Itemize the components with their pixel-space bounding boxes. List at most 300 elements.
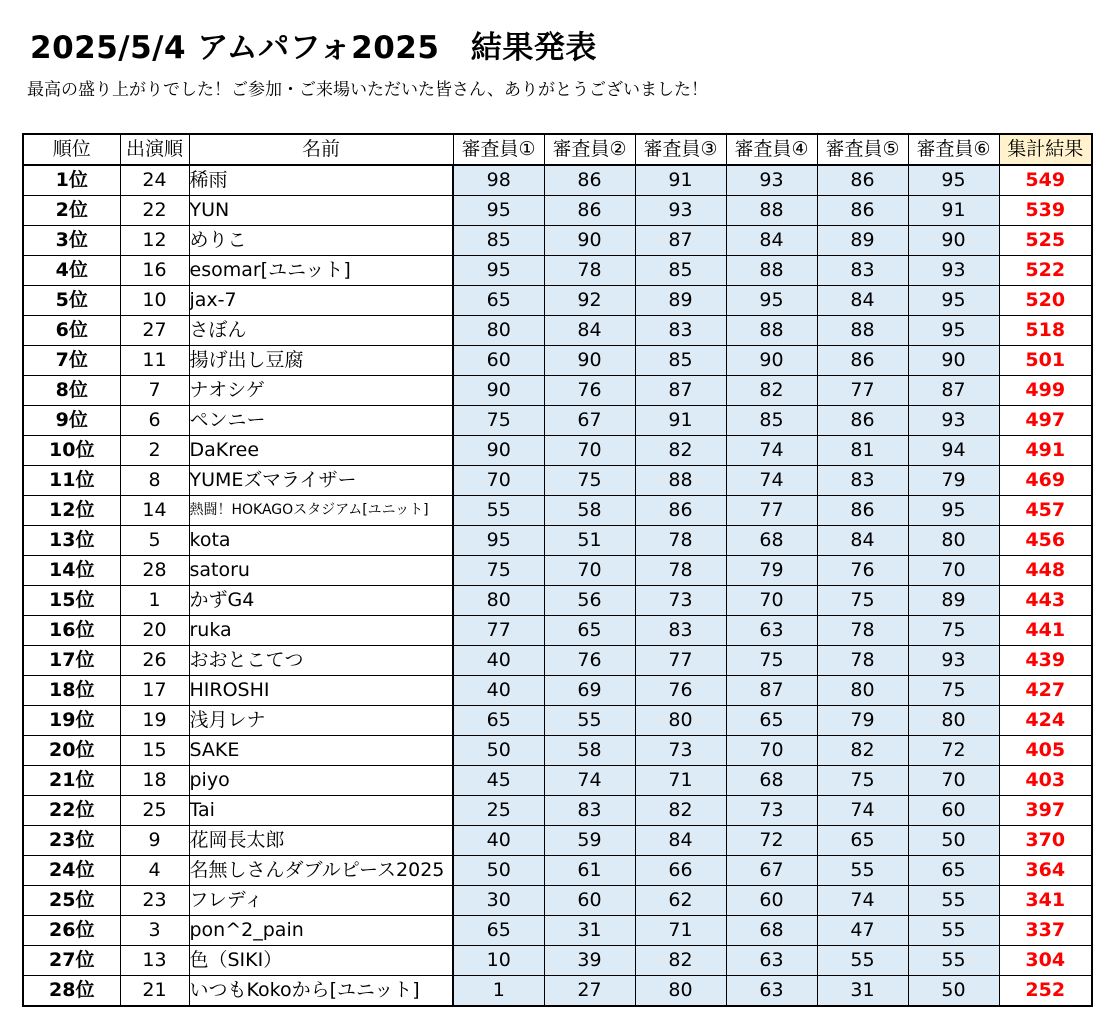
judge-5-score-cell: 75 — [817, 586, 908, 616]
judge-5-score-cell: 65 — [817, 826, 908, 856]
rank-cell: 15位 — [23, 586, 120, 616]
judge-3-score-cell: 77 — [635, 646, 726, 676]
total-score-cell: 525 — [999, 226, 1092, 256]
judge-4-score-cell: 67 — [726, 856, 817, 886]
rank-cell: 4位 — [23, 256, 120, 286]
judge-1-score-cell: 75 — [453, 406, 544, 436]
judge-1-score-cell: 90 — [453, 376, 544, 406]
table-row — [23, 976, 1092, 1007]
table-row — [23, 165, 1092, 196]
table-row — [23, 646, 1092, 676]
table-row — [23, 316, 1092, 346]
judge-5-score-cell: 47 — [817, 916, 908, 946]
order-cell: 2 — [120, 436, 189, 466]
rank-cell: 8位 — [23, 376, 120, 406]
column-header-judge-2: 審査員② — [544, 134, 635, 165]
order-cell: 9 — [120, 826, 189, 856]
judge-4-score-cell: 84 — [726, 226, 817, 256]
total-score-cell: 337 — [999, 916, 1092, 946]
judge-6-score-cell: 87 — [908, 376, 999, 406]
judge-3-score-cell: 89 — [635, 286, 726, 316]
table-row — [23, 466, 1092, 496]
total-score-cell: 469 — [999, 466, 1092, 496]
judge-4-score-cell: 88 — [726, 316, 817, 346]
name-cell: piyo — [189, 766, 453, 796]
total-score-cell: 520 — [999, 286, 1092, 316]
total-score-cell: 497 — [999, 406, 1092, 436]
rank-cell: 22位 — [23, 796, 120, 826]
rank-cell: 19位 — [23, 706, 120, 736]
judge-4-score-cell: 79 — [726, 556, 817, 586]
judge-1-score-cell: 40 — [453, 676, 544, 706]
judge-5-score-cell: 86 — [817, 406, 908, 436]
judge-6-score-cell: 50 — [908, 976, 999, 1007]
judge-5-score-cell: 74 — [817, 796, 908, 826]
total-score-cell: 403 — [999, 766, 1092, 796]
judge-4-score-cell: 88 — [726, 256, 817, 286]
total-score-cell: 522 — [999, 256, 1092, 286]
judge-1-score-cell: 77 — [453, 616, 544, 646]
table-row — [23, 676, 1092, 706]
name-cell: 熱闘！HOKAGOスタジアム[ユニット] — [189, 496, 453, 526]
judge-1-score-cell: 85 — [453, 226, 544, 256]
total-score-cell: 252 — [999, 976, 1092, 1007]
judge-3-score-cell: 87 — [635, 226, 726, 256]
column-header-rank: 順位 — [23, 134, 120, 165]
total-score-cell: 405 — [999, 736, 1092, 766]
judge-3-score-cell: 80 — [635, 706, 726, 736]
name-cell: ナオシゲ — [189, 376, 453, 406]
rank-cell: 9位 — [23, 406, 120, 436]
judge-5-score-cell: 55 — [817, 946, 908, 976]
judge-4-score-cell: 68 — [726, 766, 817, 796]
judge-1-score-cell: 98 — [453, 165, 544, 196]
judge-2-score-cell: 76 — [544, 376, 635, 406]
judge-4-score-cell: 72 — [726, 826, 817, 856]
judge-6-score-cell: 60 — [908, 796, 999, 826]
rank-cell: 23位 — [23, 826, 120, 856]
judge-4-score-cell: 68 — [726, 526, 817, 556]
order-cell: 7 — [120, 376, 189, 406]
judge-5-score-cell: 84 — [817, 526, 908, 556]
table-row — [23, 946, 1092, 976]
judge-2-score-cell: 61 — [544, 856, 635, 886]
table-row — [23, 376, 1092, 406]
judge-2-score-cell: 86 — [544, 165, 635, 196]
judge-1-score-cell: 40 — [453, 646, 544, 676]
judge-5-score-cell: 55 — [817, 856, 908, 886]
name-cell: DaKree — [189, 436, 453, 466]
judge-3-score-cell: 78 — [635, 556, 726, 586]
judge-2-score-cell: 55 — [544, 706, 635, 736]
column-header-judge-5: 審査員⑤ — [817, 134, 908, 165]
judge-2-score-cell: 58 — [544, 736, 635, 766]
name-cell: 浅月レナ — [189, 706, 453, 736]
table-row — [23, 346, 1092, 376]
judge-1-score-cell: 65 — [453, 916, 544, 946]
judge-6-score-cell: 70 — [908, 556, 999, 586]
judge-3-score-cell: 82 — [635, 796, 726, 826]
judge-4-score-cell: 74 — [726, 436, 817, 466]
name-cell: さぼん — [189, 316, 453, 346]
total-score-cell: 456 — [999, 526, 1092, 556]
order-cell: 13 — [120, 946, 189, 976]
judge-5-score-cell: 74 — [817, 886, 908, 916]
order-cell: 25 — [120, 796, 189, 826]
judge-4-score-cell: 60 — [726, 886, 817, 916]
judge-3-score-cell: 85 — [635, 256, 726, 286]
table-row — [23, 496, 1092, 526]
judge-4-score-cell: 73 — [726, 796, 817, 826]
judge-2-score-cell: 78 — [544, 256, 635, 286]
order-cell: 24 — [120, 165, 189, 196]
order-cell: 27 — [120, 316, 189, 346]
rank-cell: 25位 — [23, 886, 120, 916]
table-row — [23, 226, 1092, 256]
name-cell: いつもKokoから[ユニット] — [189, 976, 453, 1007]
judge-6-score-cell: 89 — [908, 586, 999, 616]
order-cell: 19 — [120, 706, 189, 736]
judge-1-score-cell: 95 — [453, 196, 544, 226]
table-row — [23, 916, 1092, 946]
judge-5-score-cell: 75 — [817, 766, 908, 796]
judge-3-score-cell: 87 — [635, 376, 726, 406]
column-header-name: 名前 — [189, 134, 453, 165]
judge-3-score-cell: 86 — [635, 496, 726, 526]
order-cell: 15 — [120, 736, 189, 766]
rank-cell: 10位 — [23, 436, 120, 466]
order-cell: 20 — [120, 616, 189, 646]
judge-6-score-cell: 55 — [908, 946, 999, 976]
rank-cell: 24位 — [23, 856, 120, 886]
total-score-cell: 370 — [999, 826, 1092, 856]
judge-4-score-cell: 87 — [726, 676, 817, 706]
table-row — [23, 556, 1092, 586]
rank-cell: 3位 — [23, 226, 120, 256]
judge-6-score-cell: 95 — [908, 496, 999, 526]
judge-1-score-cell: 60 — [453, 346, 544, 376]
judge-5-score-cell: 86 — [817, 346, 908, 376]
judge-3-score-cell: 76 — [635, 676, 726, 706]
order-cell: 6 — [120, 406, 189, 436]
order-cell: 16 — [120, 256, 189, 286]
judge-1-score-cell: 40 — [453, 826, 544, 856]
judge-5-score-cell: 81 — [817, 436, 908, 466]
total-score-cell: 491 — [999, 436, 1092, 466]
total-score-cell: 443 — [999, 586, 1092, 616]
judge-4-score-cell: 65 — [726, 706, 817, 736]
total-score-cell: 397 — [999, 796, 1092, 826]
rank-cell: 21位 — [23, 766, 120, 796]
total-score-cell: 499 — [999, 376, 1092, 406]
rank-cell: 6位 — [23, 316, 120, 346]
results-table — [22, 133, 1093, 1007]
judge-3-score-cell: 71 — [635, 766, 726, 796]
rank-cell: 1位 — [23, 165, 120, 196]
column-header-total: 集計結果 — [999, 134, 1092, 165]
judge-2-score-cell: 59 — [544, 826, 635, 856]
judge-3-score-cell: 73 — [635, 736, 726, 766]
judge-2-score-cell: 90 — [544, 346, 635, 376]
judge-4-score-cell: 90 — [726, 346, 817, 376]
judge-6-score-cell: 93 — [908, 646, 999, 676]
judge-4-score-cell: 63 — [726, 946, 817, 976]
rank-cell: 11位 — [23, 466, 120, 496]
rank-cell: 20位 — [23, 736, 120, 766]
name-cell: かずG4 — [189, 586, 453, 616]
judge-6-score-cell: 91 — [908, 196, 999, 226]
judge-4-score-cell: 74 — [726, 466, 817, 496]
name-cell: satoru — [189, 556, 453, 586]
name-cell: esomar[ユニット] — [189, 256, 453, 286]
judge-1-score-cell: 1 — [453, 976, 544, 1007]
table-row — [23, 436, 1092, 466]
judge-4-score-cell: 95 — [726, 286, 817, 316]
judge-3-score-cell: 82 — [635, 436, 726, 466]
judge-5-score-cell: 84 — [817, 286, 908, 316]
results-table-body — [23, 165, 1092, 1006]
judge-5-score-cell: 83 — [817, 256, 908, 286]
column-header-judge-4: 審査員④ — [726, 134, 817, 165]
table-row — [23, 616, 1092, 646]
judge-1-score-cell: 80 — [453, 316, 544, 346]
judge-1-score-cell: 65 — [453, 706, 544, 736]
judge-3-score-cell: 82 — [635, 946, 726, 976]
name-cell: Tai — [189, 796, 453, 826]
name-cell: YUMEズマライザー — [189, 466, 453, 496]
judge-1-score-cell: 65 — [453, 286, 544, 316]
judge-3-score-cell: 88 — [635, 466, 726, 496]
judge-4-score-cell: 88 — [726, 196, 817, 226]
table-row — [23, 286, 1092, 316]
table-row — [23, 796, 1092, 826]
column-header-judge-1: 審査員① — [453, 134, 544, 165]
judge-3-score-cell: 66 — [635, 856, 726, 886]
judge-2-score-cell: 76 — [544, 646, 635, 676]
order-cell: 4 — [120, 856, 189, 886]
judge-6-score-cell: 80 — [908, 706, 999, 736]
judge-1-score-cell: 30 — [453, 886, 544, 916]
judge-4-score-cell: 77 — [726, 496, 817, 526]
page-title: 2025/5/4 アムパフォ2025 結果発表 — [30, 30, 597, 66]
judge-6-score-cell: 94 — [908, 436, 999, 466]
name-cell: 稀雨 — [189, 165, 453, 196]
name-cell: YUN — [189, 196, 453, 226]
total-score-cell: 304 — [999, 946, 1092, 976]
judge-4-score-cell: 63 — [726, 616, 817, 646]
judge-5-score-cell: 82 — [817, 736, 908, 766]
judge-6-score-cell: 90 — [908, 226, 999, 256]
judge-1-score-cell: 50 — [453, 856, 544, 886]
judge-2-score-cell: 70 — [544, 556, 635, 586]
order-cell: 28 — [120, 556, 189, 586]
total-score-cell: 457 — [999, 496, 1092, 526]
order-cell: 10 — [120, 286, 189, 316]
judge-5-score-cell: 86 — [817, 496, 908, 526]
judge-5-score-cell: 77 — [817, 376, 908, 406]
column-header-judge-3: 審査員③ — [635, 134, 726, 165]
judge-3-score-cell: 85 — [635, 346, 726, 376]
judge-3-score-cell: 62 — [635, 886, 726, 916]
judge-5-score-cell: 89 — [817, 226, 908, 256]
judge-6-score-cell: 90 — [908, 346, 999, 376]
judge-6-score-cell: 95 — [908, 286, 999, 316]
total-score-cell: 427 — [999, 676, 1092, 706]
table-row — [23, 586, 1092, 616]
judge-2-score-cell: 60 — [544, 886, 635, 916]
judge-4-score-cell: 70 — [726, 586, 817, 616]
judge-2-score-cell: 86 — [544, 196, 635, 226]
judge-3-score-cell: 83 — [635, 616, 726, 646]
judge-1-score-cell: 25 — [453, 796, 544, 826]
order-cell: 17 — [120, 676, 189, 706]
name-cell: めりこ — [189, 226, 453, 256]
order-cell: 22 — [120, 196, 189, 226]
judge-4-score-cell: 63 — [726, 976, 817, 1007]
judge-2-score-cell: 56 — [544, 586, 635, 616]
rank-cell: 18位 — [23, 676, 120, 706]
judge-2-score-cell: 75 — [544, 466, 635, 496]
judge-4-score-cell: 70 — [726, 736, 817, 766]
order-cell: 8 — [120, 466, 189, 496]
judge-6-score-cell: 55 — [908, 916, 999, 946]
judge-1-score-cell: 70 — [453, 466, 544, 496]
order-cell: 5 — [120, 526, 189, 556]
table-header-row — [23, 134, 1092, 165]
name-cell: kota — [189, 526, 453, 556]
rank-cell: 5位 — [23, 286, 120, 316]
name-cell: pon^2_pain — [189, 916, 453, 946]
total-score-cell: 549 — [999, 165, 1092, 196]
table-row — [23, 256, 1092, 286]
rank-cell: 13位 — [23, 526, 120, 556]
total-score-cell: 448 — [999, 556, 1092, 586]
rank-cell: 2位 — [23, 196, 120, 226]
table-row — [23, 766, 1092, 796]
judge-6-score-cell: 70 — [908, 766, 999, 796]
name-cell: 揚げ出し豆腐 — [189, 346, 453, 376]
judge-1-score-cell: 80 — [453, 586, 544, 616]
name-cell: SAKE — [189, 736, 453, 766]
judge-6-score-cell: 93 — [908, 406, 999, 436]
total-score-cell: 539 — [999, 196, 1092, 226]
judge-4-score-cell: 68 — [726, 916, 817, 946]
judge-6-score-cell: 75 — [908, 676, 999, 706]
judge-5-score-cell: 86 — [817, 196, 908, 226]
judge-4-score-cell: 85 — [726, 406, 817, 436]
name-cell: ペンニー — [189, 406, 453, 436]
rank-cell: 17位 — [23, 646, 120, 676]
name-cell: 花岡長太郎 — [189, 826, 453, 856]
judge-1-score-cell: 45 — [453, 766, 544, 796]
judge-2-score-cell: 51 — [544, 526, 635, 556]
order-cell: 1 — [120, 586, 189, 616]
order-cell: 18 — [120, 766, 189, 796]
judge-5-score-cell: 86 — [817, 165, 908, 196]
order-cell: 26 — [120, 646, 189, 676]
column-header-order: 出演順 — [120, 134, 189, 165]
judge-1-score-cell: 95 — [453, 256, 544, 286]
judge-5-score-cell: 80 — [817, 676, 908, 706]
table-row — [23, 196, 1092, 226]
order-cell: 14 — [120, 496, 189, 526]
rank-cell: 28位 — [23, 976, 120, 1007]
name-cell: フレディ — [189, 886, 453, 916]
table-row — [23, 886, 1092, 916]
judge-6-score-cell: 95 — [908, 165, 999, 196]
judge-6-score-cell: 55 — [908, 886, 999, 916]
judge-6-score-cell: 93 — [908, 256, 999, 286]
judge-2-score-cell: 58 — [544, 496, 635, 526]
order-cell: 23 — [120, 886, 189, 916]
judge-3-score-cell: 80 — [635, 976, 726, 1007]
judge-3-score-cell: 83 — [635, 316, 726, 346]
name-cell: 名無しさんダブルピース2025 — [189, 856, 453, 886]
judge-5-score-cell: 78 — [817, 646, 908, 676]
rank-cell: 14位 — [23, 556, 120, 586]
judge-2-score-cell: 92 — [544, 286, 635, 316]
name-cell: 色（SIKI） — [189, 946, 453, 976]
judge-2-score-cell: 70 — [544, 436, 635, 466]
judge-3-score-cell: 91 — [635, 165, 726, 196]
judge-2-score-cell: 84 — [544, 316, 635, 346]
judge-2-score-cell: 27 — [544, 976, 635, 1007]
order-cell: 12 — [120, 226, 189, 256]
order-cell: 21 — [120, 976, 189, 1007]
judge-3-score-cell: 73 — [635, 586, 726, 616]
judge-1-score-cell: 95 — [453, 526, 544, 556]
judge-2-score-cell: 31 — [544, 916, 635, 946]
rank-cell: 16位 — [23, 616, 120, 646]
judge-1-score-cell: 50 — [453, 736, 544, 766]
total-score-cell: 439 — [999, 646, 1092, 676]
judge-3-score-cell: 91 — [635, 406, 726, 436]
judge-3-score-cell: 71 — [635, 916, 726, 946]
judge-1-score-cell: 90 — [453, 436, 544, 466]
judge-4-score-cell: 82 — [726, 376, 817, 406]
name-cell: HIROSHI — [189, 676, 453, 706]
table-row — [23, 856, 1092, 886]
judge-5-score-cell: 78 — [817, 616, 908, 646]
rank-cell: 7位 — [23, 346, 120, 376]
judge-4-score-cell: 93 — [726, 165, 817, 196]
column-header-judge-6: 審査員⑥ — [908, 134, 999, 165]
judge-5-score-cell: 88 — [817, 316, 908, 346]
total-score-cell: 424 — [999, 706, 1092, 736]
table-row — [23, 526, 1092, 556]
rank-cell: 12位 — [23, 496, 120, 526]
judge-6-score-cell: 80 — [908, 526, 999, 556]
judge-6-score-cell: 72 — [908, 736, 999, 766]
judge-1-score-cell: 10 — [453, 946, 544, 976]
table-row — [23, 706, 1092, 736]
judge-6-score-cell: 79 — [908, 466, 999, 496]
total-score-cell: 441 — [999, 616, 1092, 646]
judge-5-score-cell: 83 — [817, 466, 908, 496]
judge-6-score-cell: 50 — [908, 826, 999, 856]
judge-6-score-cell: 65 — [908, 856, 999, 886]
judge-3-score-cell: 78 — [635, 526, 726, 556]
judge-4-score-cell: 75 — [726, 646, 817, 676]
total-score-cell: 341 — [999, 886, 1092, 916]
judge-3-score-cell: 93 — [635, 196, 726, 226]
judge-5-score-cell: 31 — [817, 976, 908, 1007]
judge-2-score-cell: 83 — [544, 796, 635, 826]
table-row — [23, 826, 1092, 856]
judge-6-score-cell: 95 — [908, 316, 999, 346]
table-row — [23, 736, 1092, 766]
judge-2-score-cell: 90 — [544, 226, 635, 256]
